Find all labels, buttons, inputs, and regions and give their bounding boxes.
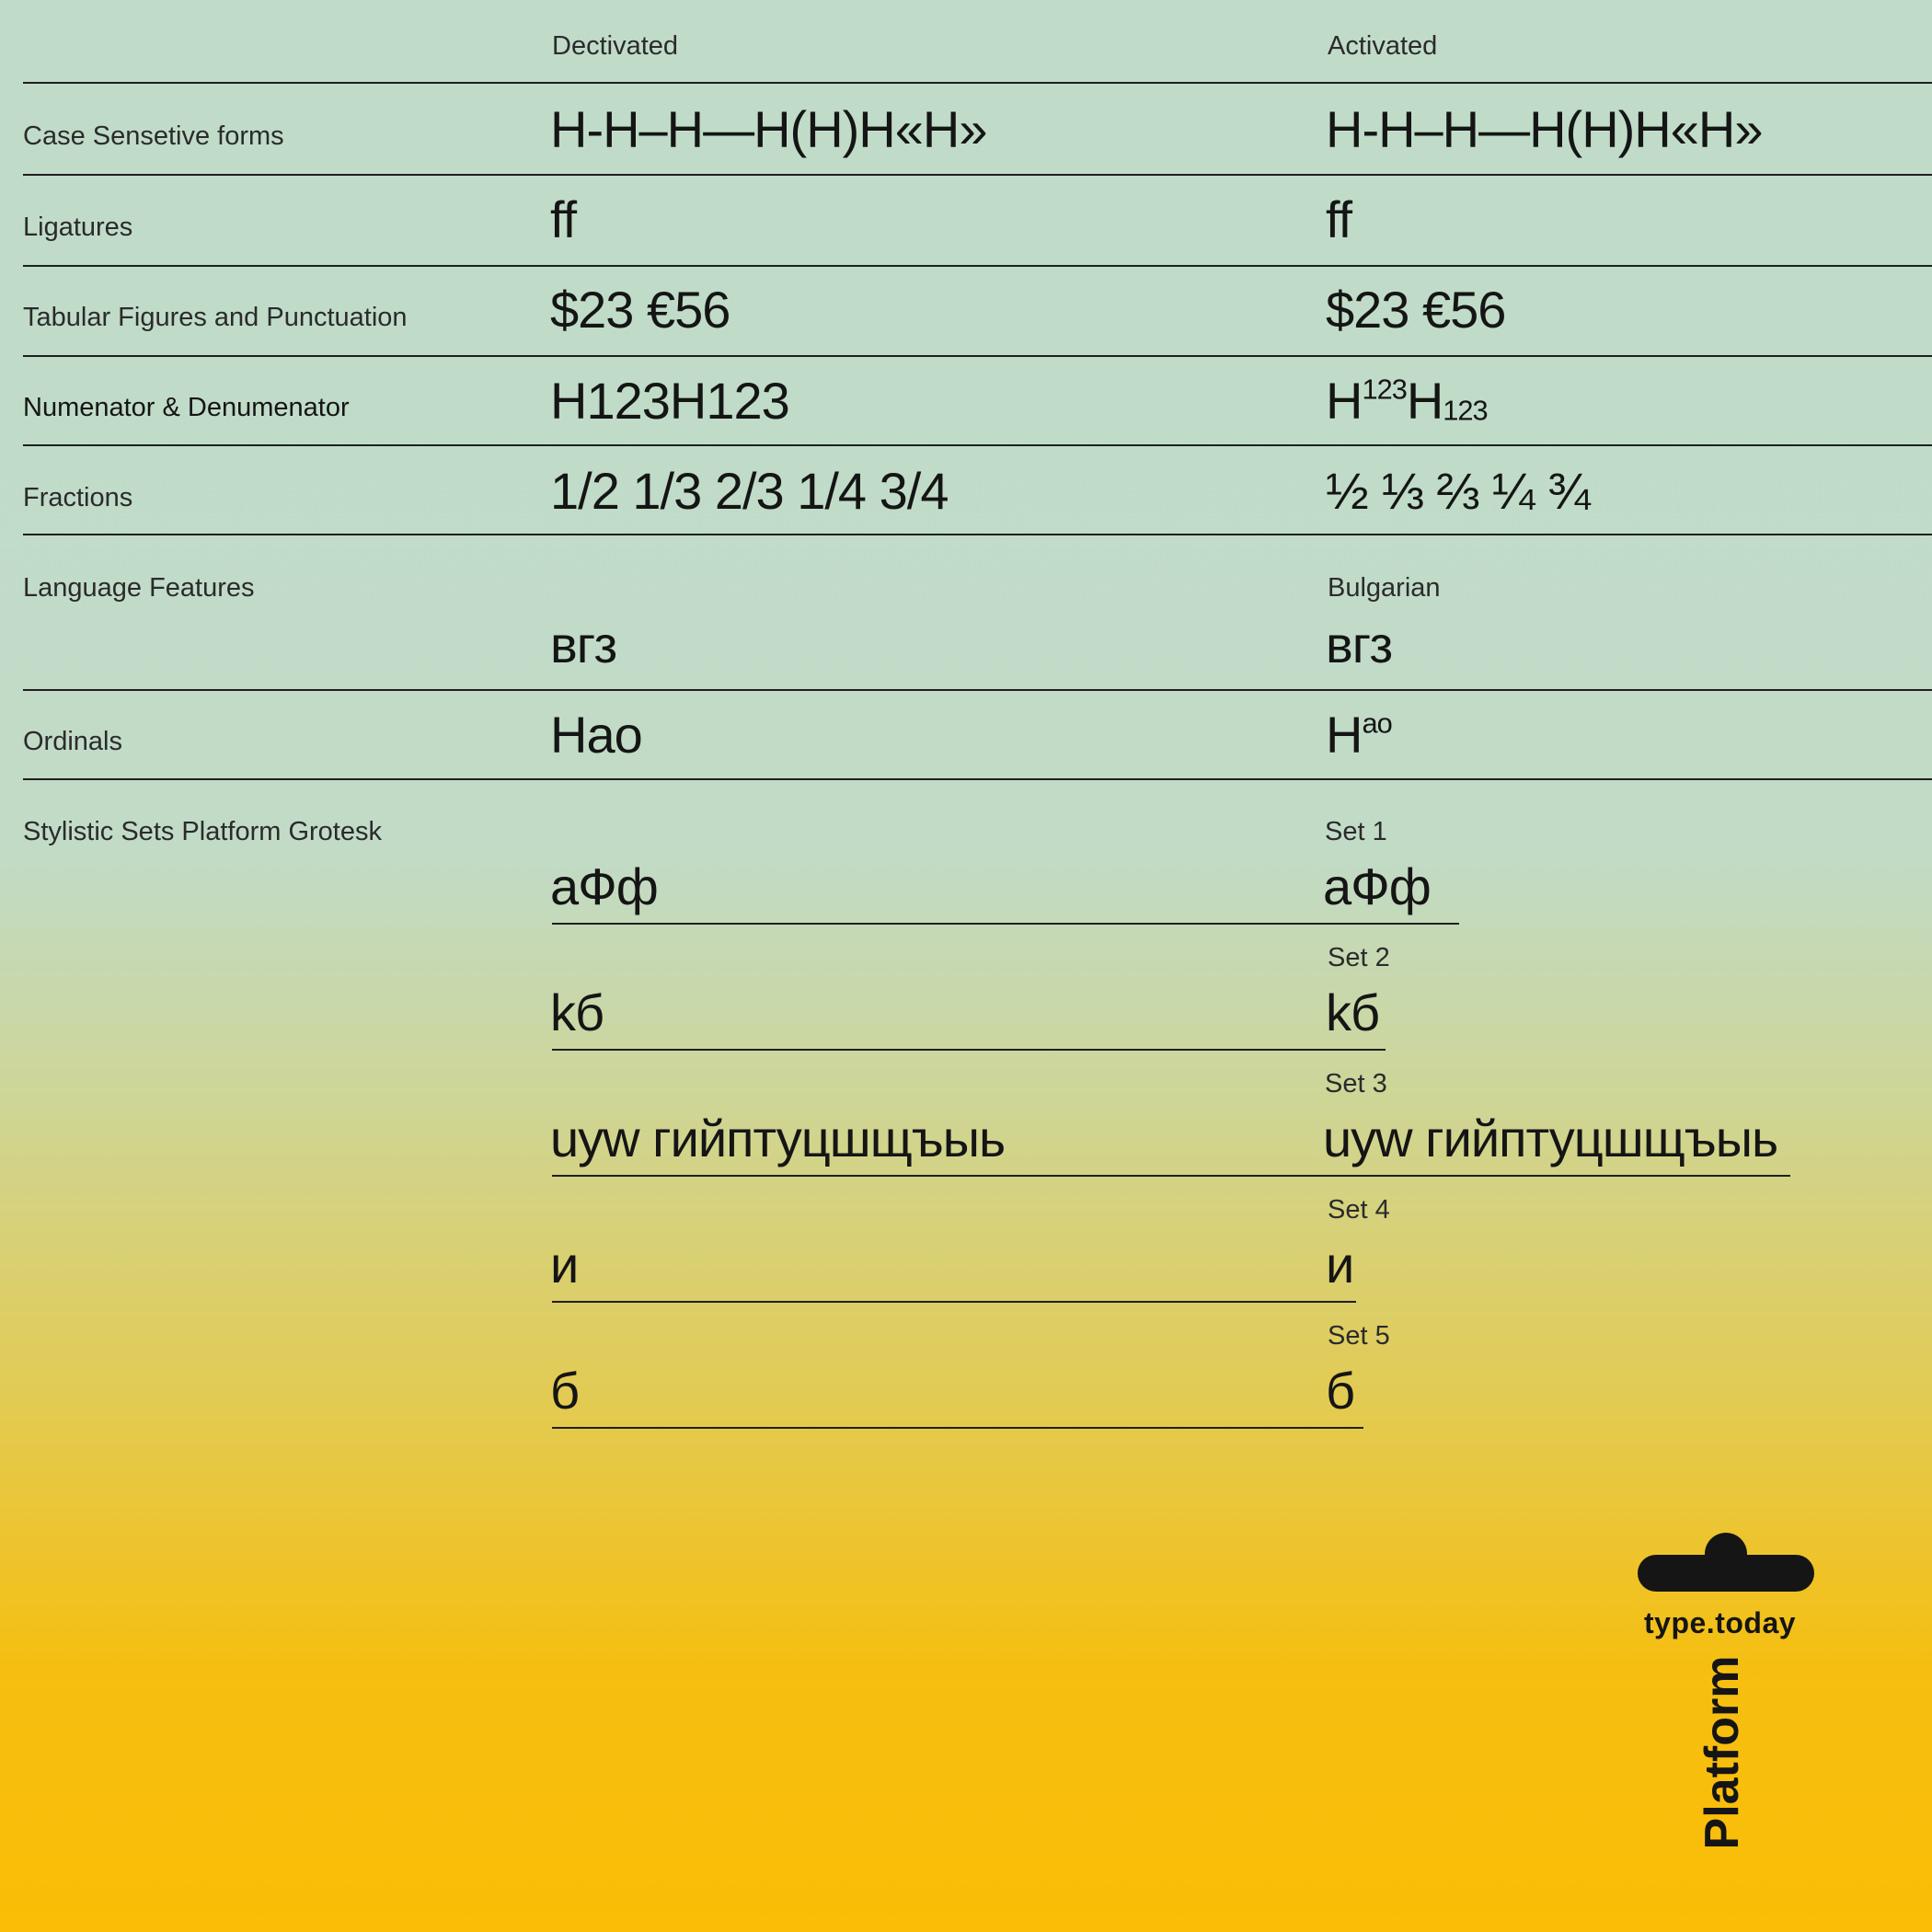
divider <box>23 689 1932 691</box>
row-label-stylistic-sets: Stylistic Sets Platform Grotesk <box>23 817 382 846</box>
sample-case-sensitive-on: H-H–H—H(H)H«H» <box>1326 100 1763 158</box>
header-deactivated: Dectivated <box>552 31 679 61</box>
sample-set-off: и <box>550 1236 579 1294</box>
row-label-tabular-figures: Tabular Figures and Punctuation <box>23 303 408 332</box>
sample-tabular-off: $23 €56 <box>550 281 730 339</box>
sample-set-off: б <box>550 1362 580 1420</box>
sample-denominator-inferior: 123 <box>1443 394 1488 427</box>
sample-case-sensitive-off: H-H–H—H(H)H«H» <box>550 100 987 158</box>
row-label-fractions: Fractions <box>23 483 133 512</box>
sample-language-off: вгз <box>550 615 617 673</box>
set-underline <box>552 1049 1386 1051</box>
sample-set-off: uyw гийптуцшщъыь <box>550 1110 1006 1167</box>
sample-ordinals-superior: ao <box>1362 707 1392 740</box>
set-underline <box>552 1175 1790 1177</box>
brand-name: type.today <box>1644 1606 1797 1639</box>
sample-set-on: и <box>1326 1236 1354 1294</box>
divider <box>23 265 1932 267</box>
row-label-ordinals: Ordinals <box>23 727 122 756</box>
sample-set-on: uyw гийптуцшщъыь <box>1323 1110 1778 1167</box>
sample-set-off: kб <box>550 983 604 1041</box>
sample-fractions-on: ½ ⅓ ⅔ ¼ ¾ <box>1326 462 1590 520</box>
row-label-numerator-denominator: Numenator & Denumenator <box>23 393 350 422</box>
sample-set-on: аФф <box>1323 857 1431 915</box>
sample-numerator-base: H <box>1326 372 1363 430</box>
sample-denominator-base: H <box>1406 372 1443 430</box>
set-underline <box>552 1427 1363 1429</box>
logo-mark-bar <box>1638 1555 1814 1592</box>
sample-ligatures-off: ff <box>550 190 577 248</box>
sample-ordinals-on <box>1326 706 1392 764</box>
set-underline <box>552 923 1459 925</box>
sample-numerator-off: H123H123 <box>550 372 789 430</box>
sample-ordinals-base: H <box>1326 706 1363 764</box>
caption-bulgarian: Bulgarian <box>1328 573 1441 603</box>
sample-fractions-off: 1/2 1/3 2/3 1/4 3/4 <box>550 462 949 520</box>
divider <box>23 534 1932 535</box>
sample-language-on: вгз <box>1326 615 1393 673</box>
divider <box>23 82 1932 84</box>
sample-tabular-on: $23 €56 <box>1326 281 1506 339</box>
divider <box>23 174 1932 176</box>
divider <box>23 778 1932 780</box>
row-label-language-features: Language Features <box>23 573 255 603</box>
row-label-case-sensitive: Case Sensetive forms <box>23 121 284 151</box>
set-name: Set 3 <box>1325 1069 1387 1098</box>
set-name: Set 2 <box>1328 943 1390 972</box>
set-name: Set 4 <box>1328 1195 1390 1225</box>
sample-set-on: б <box>1326 1362 1355 1420</box>
row-label-ligatures: Ligatures <box>23 213 133 242</box>
sample-set-off: аФф <box>550 857 658 915</box>
set-name: Set 5 <box>1328 1321 1390 1351</box>
set-name: Set 1 <box>1325 817 1387 846</box>
product-name: Platform <box>1696 1655 1749 1850</box>
sample-set-on: kб <box>1326 983 1380 1041</box>
sample-ordinals-off: Hao <box>550 706 642 764</box>
header-activated: Activated <box>1328 31 1438 61</box>
divider <box>23 444 1932 446</box>
divider <box>23 355 1932 357</box>
sample-numerator-superior: 123 <box>1362 373 1407 406</box>
set-underline <box>552 1301 1356 1303</box>
sample-ligatures-on: ff <box>1326 190 1352 248</box>
sample-numerator-on <box>1326 372 1488 430</box>
